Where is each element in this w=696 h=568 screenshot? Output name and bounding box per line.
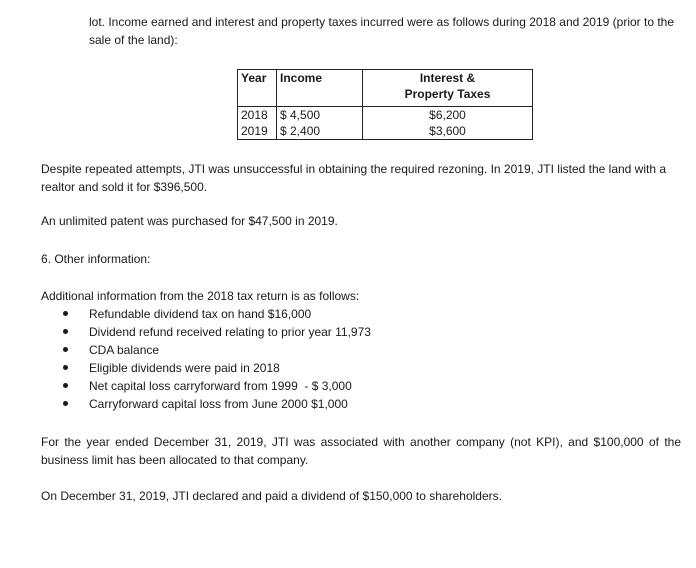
list-item — [58, 305, 371, 323]
list-item-text: Eligible dividends were paid in 2018 — [89, 361, 280, 375]
bullet-icon — [63, 347, 68, 352]
additional-information-heading: Additional information from the 2018 tax return is as follows: — [41, 289, 360, 303]
rezoning-paragraph: Despite repeated attempts, JTI was unsuccessful in obtaining the required rezoning. In 2019, JTI listed the land with a realtor and sold it for $396,500. — [41, 162, 667, 194]
bullet-icon — [63, 401, 68, 406]
list-item — [58, 359, 371, 377]
cell-income: $ 4,500 — [277, 107, 363, 124]
cell-year: 2019 — [238, 123, 277, 140]
list-item — [58, 323, 371, 341]
bullet-icon — [63, 365, 68, 370]
bullet-icon — [63, 311, 68, 316]
bullet-icon — [63, 383, 68, 388]
list-item-text: CDA balance — [89, 343, 160, 357]
patent-paragraph: An unlimited patent was purchased for $47,500 in 2019. — [41, 214, 338, 228]
list-item-text: Dividend refund received relating to prior year 11,973 — [89, 325, 371, 339]
table-row — [238, 123, 533, 140]
list-item-text: Carryforward capital loss from June 2000 $1,000 — [89, 397, 348, 411]
cell-year: 2018 — [238, 107, 277, 124]
header-interest-property-taxes — [363, 70, 533, 107]
cell-income: $ 2,400 — [277, 123, 363, 140]
intro-paragraph: lot. Income earned and interest and property taxes incurred were as follows during 2018 and 2019 (prior to the sale of the land): — [89, 15, 675, 47]
bullet-icon — [63, 329, 68, 334]
list-item — [58, 341, 371, 359]
list-item — [58, 395, 371, 413]
table-header-row — [238, 70, 533, 107]
dividend-paragraph: On December 31, 2019, JTI declared and paid a dividend of $150,000 to shareholders. — [41, 489, 502, 503]
table-row — [238, 107, 533, 124]
header-income: Income — [277, 70, 363, 107]
income-tax-table — [237, 69, 533, 140]
list-item — [58, 377, 371, 395]
associated-company-paragraph: For the year ended December 31, 2019, JTI was associated with another company (not KPI), and $100,000 of the business limit has been allocated to that company. — [41, 435, 681, 467]
header-year: Year — [238, 70, 277, 107]
other-information-heading: 6. Other information: — [41, 252, 151, 266]
list-item-text: Refundable dividend tax on hand $16,000 — [89, 307, 312, 321]
header-interest-line1: Interest & — [419, 71, 476, 85]
tax-return-info-list — [58, 305, 371, 413]
cell-interest: $3,600 — [363, 123, 533, 140]
cell-interest: $6,200 — [363, 107, 533, 124]
list-item-text: Net capital loss carryforward from 1999 - $ 3,000 — [89, 379, 352, 393]
header-interest-line2: Property Taxes — [404, 87, 491, 101]
